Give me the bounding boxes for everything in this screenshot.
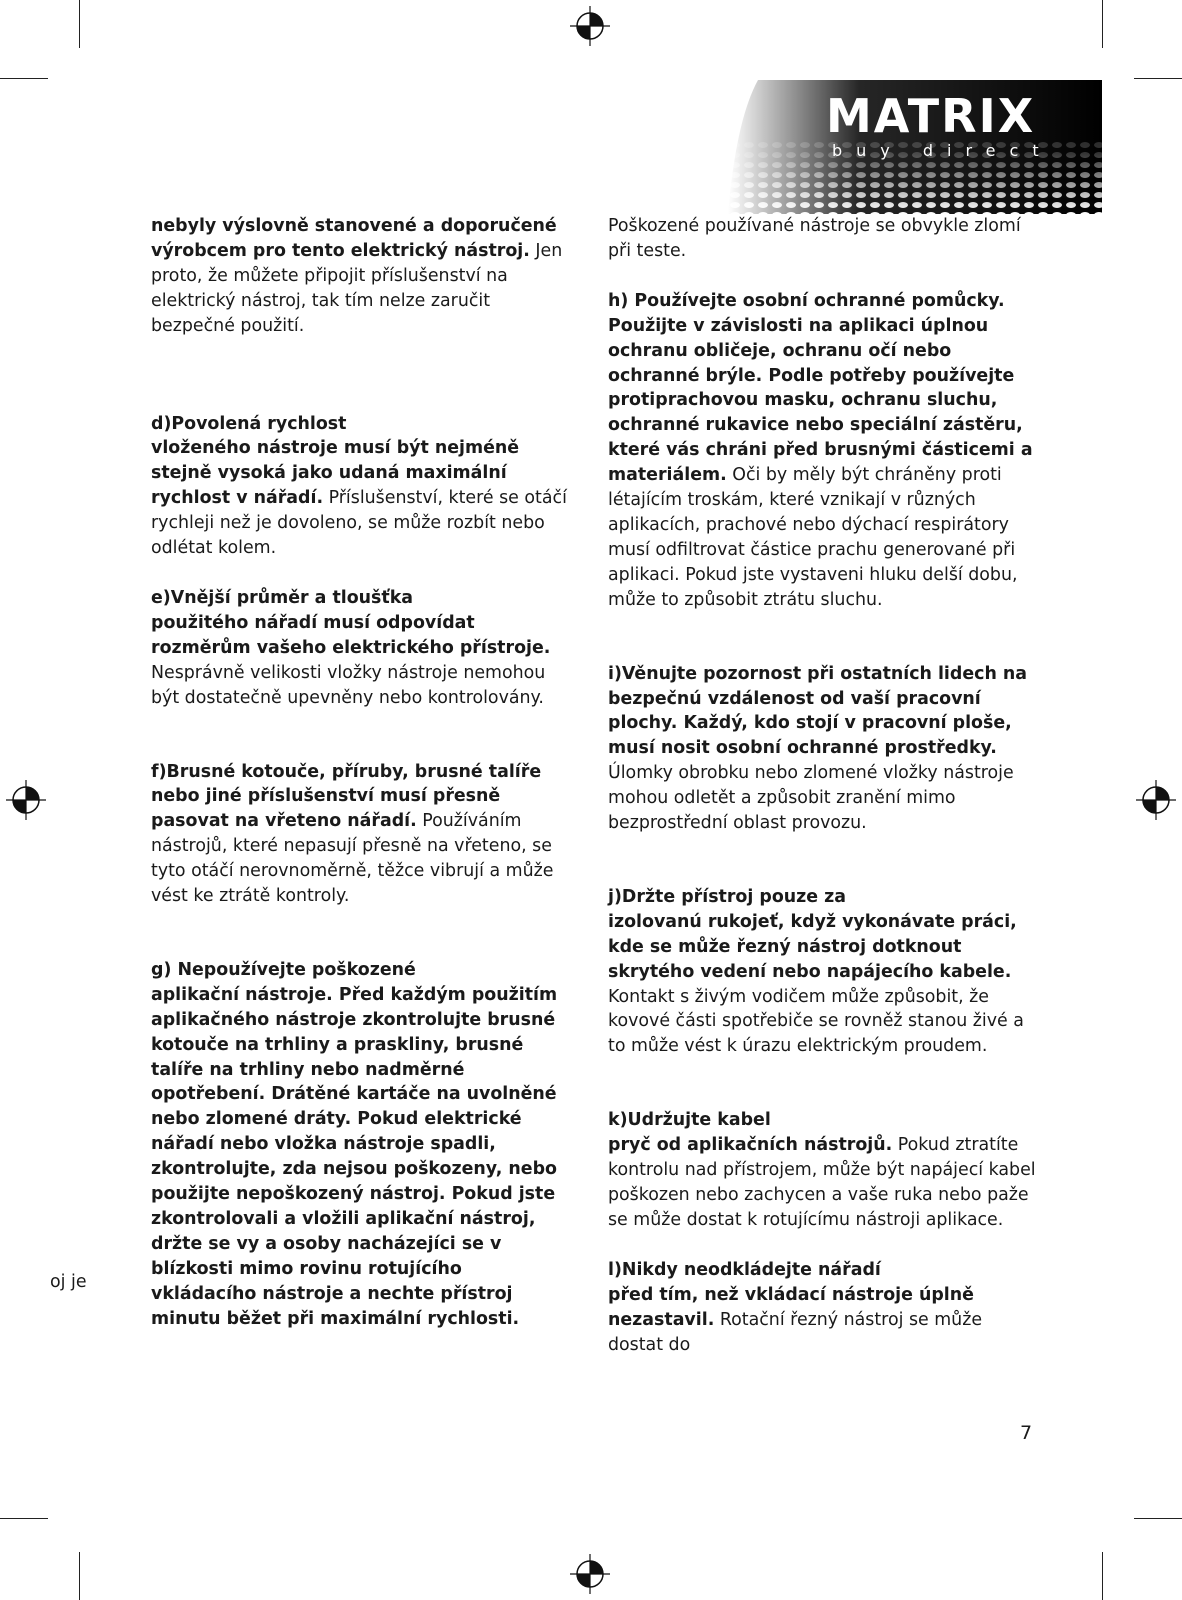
crop-mark [1102, 1552, 1103, 1600]
crop-mark [79, 1552, 80, 1600]
paragraph-g: g) Nepoužívejte poškozené aplikační nástroje. Před každým použitím aplikačného nástroje zkontrolujte brusné kotouče na trhliny a praskliny, brusné talíře na trhliny nebo nadměrné opotřebení. Drátěné kartáče na uvolněné nebo zlomené dráty. Pokud elektrické nářadí nebo vložka nástroje spadli, zkontrolujte, zda nejsou poškozeny, nebo použijte nepoškozený nástroj. Pokud jste zkontrolovali a vložili aplikační nástroj, držte se vy a osoby nacházejíci se v blízkosti mimo rovinu rotujícího vkládacího nástroje a nechte přístroj minutu běžet při maximální rychlosti. [151, 959, 558, 1329]
paragraph-j: j)Držte přístroj pouze za izolovanú rukojeť, když vykonávate práci, kde se může řezný nástroj dotknout skrytého vedení nebo napájecího kabele. Kontakt s živým vodičem může způsobit, že kovové části spotřebiče se rovněž stanou živé a to může vést k úrazu elektrickým proudem. [608, 886, 1024, 1057]
crop-mark [79, 0, 80, 48]
crop-mark [1134, 78, 1182, 79]
registration-mark-icon [570, 6, 610, 46]
logo-tagline: buy direct [832, 141, 1053, 160]
paragraph-e: e)Vnější průměr a tloušťka použitého nářadí musí odpovídat rozměrům vašeho elektrického přístroje. Nesprávně velikosti vložky nástroje nemohou být dostatečně upevněny nebo kontrolovány. [151, 587, 551, 708]
crop-mark [0, 78, 48, 79]
paragraph: nebyly výslovně stanovené a doporučené výrobcem pro tento elektrický nástroj. Jen proto, že můžete připojit příslušenství na elektrický nástroj, tak tím nelze zaručit bezpečné použití. [151, 216, 563, 336]
registration-mark-icon [6, 780, 46, 820]
left-column [151, 214, 571, 1332]
paragraph-d: d)Povolená rychlost vloženého nástroje musí být nejméně stejně vysoká jako udaná maximální rychlost v nářadí. Příslušenství, které se otáčí rychleji než je dovoleno, se může rozbít nebo odlétat kolem. [151, 413, 567, 559]
crop-mark [1134, 1518, 1182, 1519]
page-number: 7 [1020, 1422, 1033, 1444]
paragraph-f: f)Brusné kotouče, příruby, brusné talíře nebo jiné příslušenství musí přesně pasovat na vřeteno nářadí. Používáním nástrojů, které nepasují přesně na vřeteno, se tyto otáčí nerovnoměrně, těžce vibrují a může vést ke ztrátě kontroly. [151, 761, 554, 907]
registration-mark-icon [570, 1554, 610, 1594]
registration-mark-icon [1136, 780, 1176, 820]
matrix-logo [728, 80, 1102, 214]
paragraph-i: i)Věnujte pozornost při ostatních lidech na bezpečnú vzdálenost od vaší pracovní plochy. Každý, kdo stojí v pracovní ploše, musí nosit osobní ochranné prostředky. Úlomky obrobku nebo zlomené vložky nástroje mohou odletět a způsobit zranění mimo bezprostřední oblast provozu. [608, 663, 1027, 834]
paragraph-l: l)Nikdy neodkládejte nářadí před tím, než vkládací nástroje úplně nezastavil. Rotační řezný nástroj se může dostat do [608, 1259, 983, 1355]
paragraph-h: h) Používejte osobní ochranné pomůcky. Použijte v závislosti na aplikaci úplnou ochranu obličeje, ochranu očí nebo ochranné brýle. Podle potřeby používejte protiprachovou masku, ochranu sluchu, ochranné rukavice nebo speciální zástěru, které vás chráni před brusnými částicemi a materiálem. Oči by měly být chráněny proti létajícím troskám, které vznikají v různých aplikacích, prachové nebo dýchací respirátory musí odfiltrovat částice prachu generované při aplikaci. Pokud jste vystaveni hluku delší dobu, může to způsobit ztrátu sluchu. [608, 290, 1033, 610]
paragraph: Poškozené používané nástroje se obvykle zlomí při teste. [608, 216, 1021, 261]
paragraph-k: k)Udržujte kabel pryč od aplikačních nástrojů. Pokud ztratíte kontrolu nad přístrojem, může být napájecí kabel poškozen nebo zachycen a vaše ruka nebo paže se může dostat k rotujícímu nástroji aplikace. [608, 1110, 1036, 1230]
logo-brand: MATRIX [826, 89, 1036, 143]
stray-text-fragment: oj je [50, 1272, 87, 1292]
crop-mark [1102, 0, 1103, 48]
crop-mark [0, 1518, 48, 1519]
right-column [608, 214, 1038, 1357]
